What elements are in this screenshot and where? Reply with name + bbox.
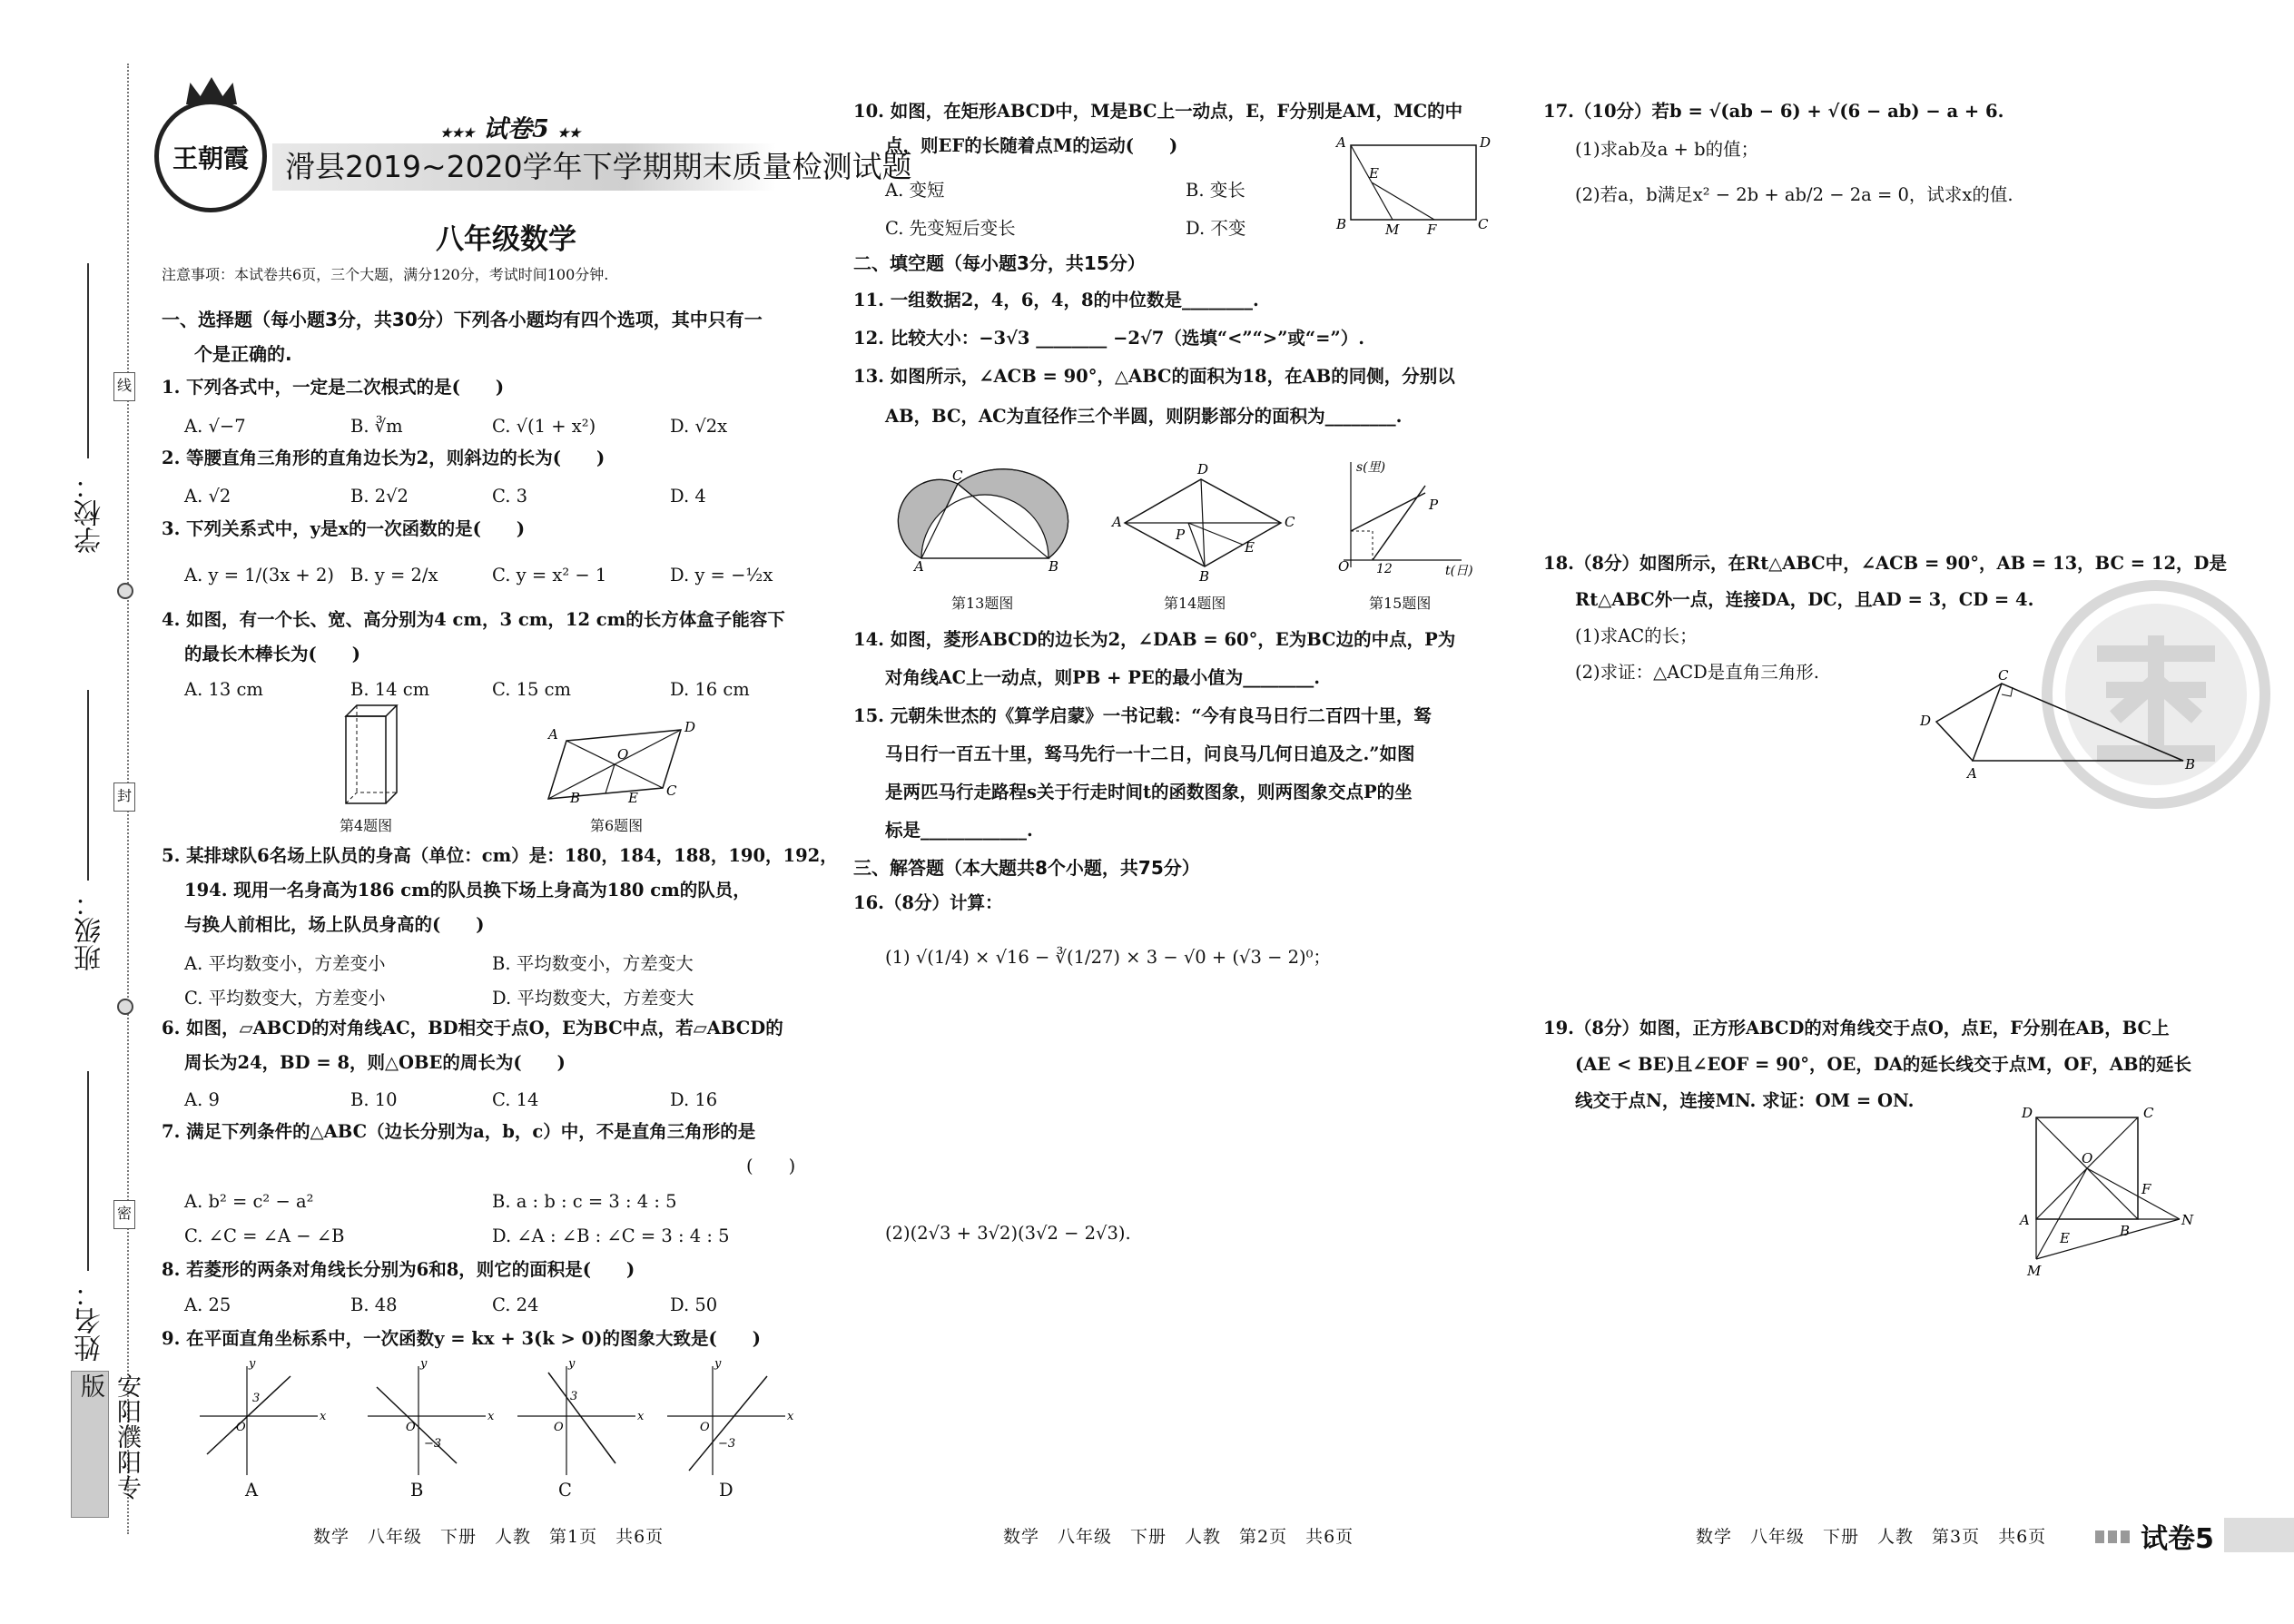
school-label: 学校： [74, 472, 106, 554]
q4-option-b[interactable]: B. 14 cm [350, 679, 430, 700]
star-icon: ★★★ [440, 126, 475, 141]
footer-page1: 数学 八年级 下册 人教 第1页 共6页 [313, 1527, 665, 1547]
q10-option-b[interactable]: B. 变长 [1186, 180, 1245, 201]
section1-heading: 一、选择题（每小题3分，共30分）下列各小题均有四个选项，其中只有一 [162, 309, 763, 330]
q10-option-a[interactable]: A. 变短 [885, 180, 945, 201]
svg-text:O: O [617, 746, 629, 763]
q6-option-a[interactable]: A. 9 [184, 1089, 220, 1110]
figure-4-caption: 第4题图 [340, 817, 393, 834]
svg-text:A: A [1112, 514, 1122, 530]
q12-stem: 12. 比较大小：−3√3 ________ −2√7（选填“<”“>”或“=”）. [853, 328, 1364, 349]
q8-stem: 8. 若菱形的两条对角线长分别为6和8，则它的面积是( ) [162, 1259, 635, 1280]
q7-option-c[interactable]: C. ∠C = ∠A − ∠B [184, 1225, 345, 1246]
q17-part1: (1)求ab及a + b的值； [1575, 139, 1759, 160]
svg-text:F: F [2141, 1181, 2151, 1197]
name-label: 姓名： [74, 1280, 106, 1362]
title-banner [272, 143, 912, 191]
subject-title: 八年级数学 [436, 223, 576, 256]
q7-option-d[interactable]: D. ∠A : ∠B : ∠C = 3 : 4 : 5 [492, 1225, 730, 1246]
footer-page3: 数学 八年级 下册 人教 第3页 共6页 [1696, 1527, 2047, 1547]
paper-label: ★★★ 试卷5 ★★ [440, 115, 581, 143]
q2-option-a[interactable]: A. √2 [184, 486, 231, 507]
q13-stem-cont: AB，BC，AC为直径作三个半圆，则阴影部分的面积为________. [885, 406, 1403, 427]
svg-text:O: O [554, 1421, 564, 1434]
svg-text:A: A [2020, 1212, 2030, 1228]
svg-text:x: x [487, 1410, 495, 1423]
q5-option-c[interactable]: C. 平均数变大，方差变小 [184, 988, 386, 1009]
q3-option-d[interactable]: D. y = −½x [670, 565, 773, 586]
figure-14-rhombus [1112, 461, 1295, 585]
q1-option-c[interactable]: C. √(1 + x²) [492, 416, 596, 437]
binding-hole [117, 999, 133, 1015]
q3-option-a[interactable]: A. y = 1/(3x + 2) [184, 565, 334, 586]
svg-text:D: D [684, 719, 696, 735]
svg-text:D: D [1197, 461, 1209, 477]
svg-text:O: O [700, 1421, 710, 1434]
q4-stem-cont: 的最长木棒长为( ) [184, 644, 360, 664]
q6-stem: 6. 如图，▱ABCD的对角线AC，BD相交于点O，E为BC中点，若▱ABCD的 [162, 1018, 783, 1038]
exam-title: 滑县2019~2020学年下学期期末质量检测试题 [285, 149, 912, 184]
svg-text:D: D [1920, 713, 1932, 729]
svg-text:C: C [1998, 667, 2009, 684]
svg-text:3: 3 [252, 1392, 261, 1405]
svg-text:B: B [1336, 216, 1347, 232]
q14-stem: 14. 如图，菱形ABCD的边长为2，∠DAB = 60°，E为BC边的中点，P为 [853, 629, 1456, 650]
svg-text:y: y [714, 1357, 722, 1371]
edition-text: 安阳濮阳专版 [76, 1373, 141, 1501]
figure-18-triangles [1920, 667, 2201, 785]
seal-box-line: 线 [113, 372, 135, 401]
q6-option-d[interactable]: D. 16 [670, 1089, 718, 1110]
q5-stem: 5. 某排球队6名场上队员的身高（单位：cm）是：180，184，188，190，192， [162, 845, 838, 866]
q8-option-d[interactable]: D. 50 [670, 1294, 718, 1315]
q5-option-b[interactable]: B. 平均数变小，方差变大 [492, 953, 694, 974]
q2-option-b[interactable]: B. 2√2 [350, 486, 409, 507]
svg-text:O: O [1338, 558, 1350, 575]
q4-option-d[interactable]: D. 16 cm [670, 679, 750, 700]
svg-text:E: E [2060, 1230, 2070, 1246]
q8-option-c[interactable]: C. 24 [492, 1294, 539, 1315]
svg-text:A: A [1967, 765, 1977, 782]
figure-14-caption: 第14题图 [1164, 595, 1226, 612]
svg-text:y: y [249, 1357, 256, 1371]
q18-stem: 18.（8分）如图所示，在Rt△ABC中，∠ACB = 90°，AB = 13，BC = 12，D是 [1543, 553, 2227, 574]
q7-answer-paren: ( ) [746, 1156, 796, 1176]
svg-text:C: C [1478, 216, 1489, 232]
q18-stem-cont: Rt△ABC外一点，连接DA，DC，且AD = 3，CD = 4. [1575, 589, 2034, 610]
figure-6-parallelogram [545, 719, 708, 808]
svg-text:E: E [1245, 539, 1255, 556]
q18-part2: (2)求证：△ACD是直角三角形. [1575, 662, 1819, 683]
q9-stem: 9. 在平面直角坐标系中，一次函数y = kx + 3(k > 0)的图象大致是( ) [162, 1328, 761, 1349]
binding-hole [117, 583, 133, 599]
figure-15-graph [1325, 458, 1471, 581]
q4-option-c[interactable]: C. 15 cm [492, 679, 572, 700]
section2-heading: 二、填空题（每小题3分，共15分） [853, 252, 1146, 274]
figure-15-caption: 第15题图 [1369, 595, 1432, 612]
class-blank[interactable] [87, 690, 89, 881]
q3-stem: 3. 下列关系式中，y是x的一次函数的是( ) [162, 518, 526, 539]
q4-option-a[interactable]: A. 13 cm [184, 679, 263, 700]
svg-text:P: P [1429, 497, 1439, 513]
q13-stem: 13. 如图所示，∠ACB = 90°，△ABC的面积为18，在AB的同侧，分别以 [853, 366, 1455, 387]
svg-text:A: A [548, 726, 558, 743]
svg-text:O: O [406, 1421, 416, 1434]
q16-part2: (2)(2√3 + 3√2)(3√2 − 2√3). [885, 1223, 1131, 1244]
q16-stem: 16.（8分）计算： [853, 892, 1003, 913]
svg-text:O: O [236, 1421, 246, 1434]
q19-stem-cont1: (AE < BE)且∠EOF = 90°，OE，DA的延长线交于点M，OF，AB的延长 [1575, 1054, 2191, 1075]
svg-text:12: 12 [1376, 562, 1393, 576]
q6-stem-cont: 周长为24，BD = 8，则△OBE的周长为( ) [184, 1052, 566, 1073]
svg-text:x: x [787, 1410, 794, 1423]
q5-option-d[interactable]: D. 平均数变大，方差变大 [492, 988, 694, 1009]
q17-stem: 17.（10分）若b = √(ab − 6) + √(6 − ab) − a + 6. [1543, 101, 2004, 122]
crown-icon [186, 77, 237, 104]
q2-option-d[interactable]: D. 4 [670, 486, 706, 507]
q3-option-b[interactable]: B. y = 2/x [350, 565, 438, 586]
q9-graph-b [359, 1357, 495, 1480]
q7-option-a[interactable]: A. b² = c² − a² [184, 1191, 314, 1212]
name-blank[interactable] [87, 1071, 89, 1271]
svg-text:B: B [1199, 568, 1210, 585]
q10-option-c[interactable]: C. 先变短后变长 [885, 218, 1016, 239]
svg-text:C: C [1285, 514, 1295, 530]
logo-text: 王朝霞 [172, 143, 249, 173]
footer-gray-bar [2224, 1518, 2294, 1552]
q7-option-b[interactable]: B. a : b : c = 3 : 4 : 5 [492, 1191, 677, 1212]
q2-stem: 2. 等腰直角三角形的直角边长为2，则斜边的长为( ) [162, 448, 605, 468]
svg-text:B: B [2185, 756, 2196, 773]
svg-text:s(里): s(里) [1356, 460, 1386, 475]
q5-stem-cont1: 194. 现用一名身高为186 cm的队员换下场上身高为180 cm的队员， [184, 880, 751, 901]
svg-text:P: P [1176, 527, 1186, 543]
q15-stem-cont3: 标是____________. [885, 820, 1033, 841]
q2-option-c[interactable]: C. 3 [492, 486, 528, 507]
q1-stem: 1. 下列各式中，一定是二次根式的是( ) [162, 377, 505, 398]
figure-13-drawing [903, 468, 1067, 575]
q11-stem: 11. 一组数据2，4，6，4，8的中位数是________. [853, 290, 1259, 310]
q9-graph-a [191, 1357, 327, 1480]
figure-6-caption: 第6题图 [590, 817, 644, 834]
svg-text:A: A [1336, 134, 1346, 151]
figure-4-cuboid [340, 704, 404, 808]
seal-box-secret: 密 [113, 1200, 135, 1229]
svg-text:x: x [637, 1410, 645, 1423]
svg-text:C: C [952, 468, 963, 484]
svg-text:A: A [914, 558, 924, 575]
q16-part1: (1) √(1/4) × √16 − ∛(1/27) × 3 − √0 + (√3 − 2)⁰； [885, 947, 1331, 968]
section3-heading: 三、解答题（本大题共8个小题，共75分） [853, 857, 1200, 879]
q1-option-d[interactable]: D. √2x [670, 416, 728, 437]
q18-part1: (1)求AC的长； [1575, 625, 1698, 646]
q17-part2: (2)若a，b满足x² − 2b + ab/2 − 2a = 0，试求x的值. [1575, 184, 2013, 205]
footer-page2: 数学 八年级 下册 人教 第2页 共6页 [1003, 1527, 1354, 1547]
svg-text:−3: −3 [718, 1437, 736, 1451]
svg-text:E: E [1369, 165, 1379, 182]
figure-13-caption: 第13题图 [951, 595, 1014, 612]
edition-badge [71, 1371, 141, 1518]
svg-text:3: 3 [570, 1390, 578, 1403]
q5-stem-cont2: 与换人前相比，场上队员身高的( ) [184, 914, 485, 935]
section1-heading-cont: 个是正确的. [194, 343, 292, 365]
svg-text:t(日): t(日) [1445, 564, 1473, 578]
q15-stem: 15. 元朝朱世杰的《算学启蒙》一书记载：“今有良马日行二百四十里，驽 [853, 705, 1432, 726]
q1-option-b[interactable]: B. ∛m [350, 416, 403, 437]
q9-option-b[interactable]: B [410, 1480, 424, 1501]
seal-box-seal: 封 [113, 782, 135, 812]
svg-text:N: N [2181, 1212, 2194, 1228]
svg-text:F: F [1427, 221, 1437, 238]
svg-text:C: C [2143, 1105, 2154, 1121]
q15-stem-cont2: 是两匹马行走路程s关于行走时间t的函数图象，则两图象交点P的坐 [885, 782, 1413, 802]
q7-stem: 7. 满足下列条件的△ABC（边长分别为a，b，c）中，不是直角三角形的是 [162, 1121, 756, 1142]
svg-text:M: M [1385, 221, 1400, 238]
svg-text:D: D [1480, 134, 1492, 151]
q14-stem-cont: 对角线AC上一动点，则PB + PE的最小值为________. [885, 667, 1321, 688]
q9-option-d[interactable]: D [719, 1480, 733, 1501]
class-label: 班级： [74, 890, 106, 971]
q6-option-c[interactable]: C. 14 [492, 1089, 539, 1110]
school-blank[interactable] [87, 263, 89, 458]
q15-stem-cont1: 马日行一百五十里，驽马先行一十二日，问良马几何日追及之.”如图 [885, 743, 1415, 764]
svg-text:E: E [628, 790, 638, 806]
figure-19-square [2011, 1103, 2201, 1279]
svg-text:D: D [2022, 1105, 2033, 1121]
q19-stem: 19.（8分）如图，正方形ABCD的对角线交于点O，点E，F分别在AB，BC上 [1543, 1018, 2170, 1038]
figure-10-rectangle [1333, 134, 1492, 238]
q3-option-c[interactable]: C. y = x² − 1 [492, 565, 607, 586]
svg-text:M: M [2027, 1263, 2042, 1279]
footer-decoration [2095, 1530, 2133, 1543]
q10-stem-cont: 点，则EF的长随着点M的运动( ) [885, 135, 1178, 156]
q10-stem: 10. 如图，在矩形ABCD中，M是BC上一动点，E，F分别是AM，MC的中 [853, 101, 1463, 122]
svg-text:y: y [568, 1357, 576, 1371]
q8-option-b[interactable]: B. 48 [350, 1294, 398, 1315]
svg-text:−3: −3 [424, 1437, 442, 1451]
footer-paper-badge: 试卷5 [2141, 1523, 2214, 1555]
svg-text:y: y [420, 1357, 428, 1371]
q6-option-b[interactable]: B. 10 [350, 1089, 398, 1110]
svg-text:B: B [1049, 558, 1059, 575]
q9-option-c[interactable]: C [558, 1480, 572, 1501]
q19-stem-cont2: 线交于点N，连接MN. 求证：OM = ON. [1575, 1090, 1915, 1111]
q10-option-d[interactable]: D. 不变 [1186, 218, 1246, 239]
notice: 注意事项：本试卷共6页，三个大题，满分120分，考试时间100分钟. [162, 266, 609, 283]
svg-text:C: C [666, 782, 677, 799]
star-icon: ★★ [557, 126, 581, 141]
q4-stem: 4. 如图，有一个长、宽、高分别为4 cm，3 cm，12 cm的长方体盒子能容下 [162, 609, 785, 630]
q8-option-a[interactable]: A. 25 [184, 1294, 231, 1315]
svg-text:x: x [320, 1410, 327, 1423]
q1-option-a[interactable]: A. √−7 [184, 416, 246, 437]
svg-text:O: O [2082, 1150, 2093, 1166]
svg-text:B: B [570, 790, 581, 806]
q5-option-a[interactable]: A. 平均数变小，方差变小 [184, 953, 386, 974]
q9-option-a[interactable]: A [245, 1480, 259, 1501]
q9-graph-d [658, 1357, 794, 1480]
q9-graph-c [508, 1357, 645, 1480]
logo [154, 100, 267, 212]
svg-text:B: B [2120, 1223, 2131, 1239]
